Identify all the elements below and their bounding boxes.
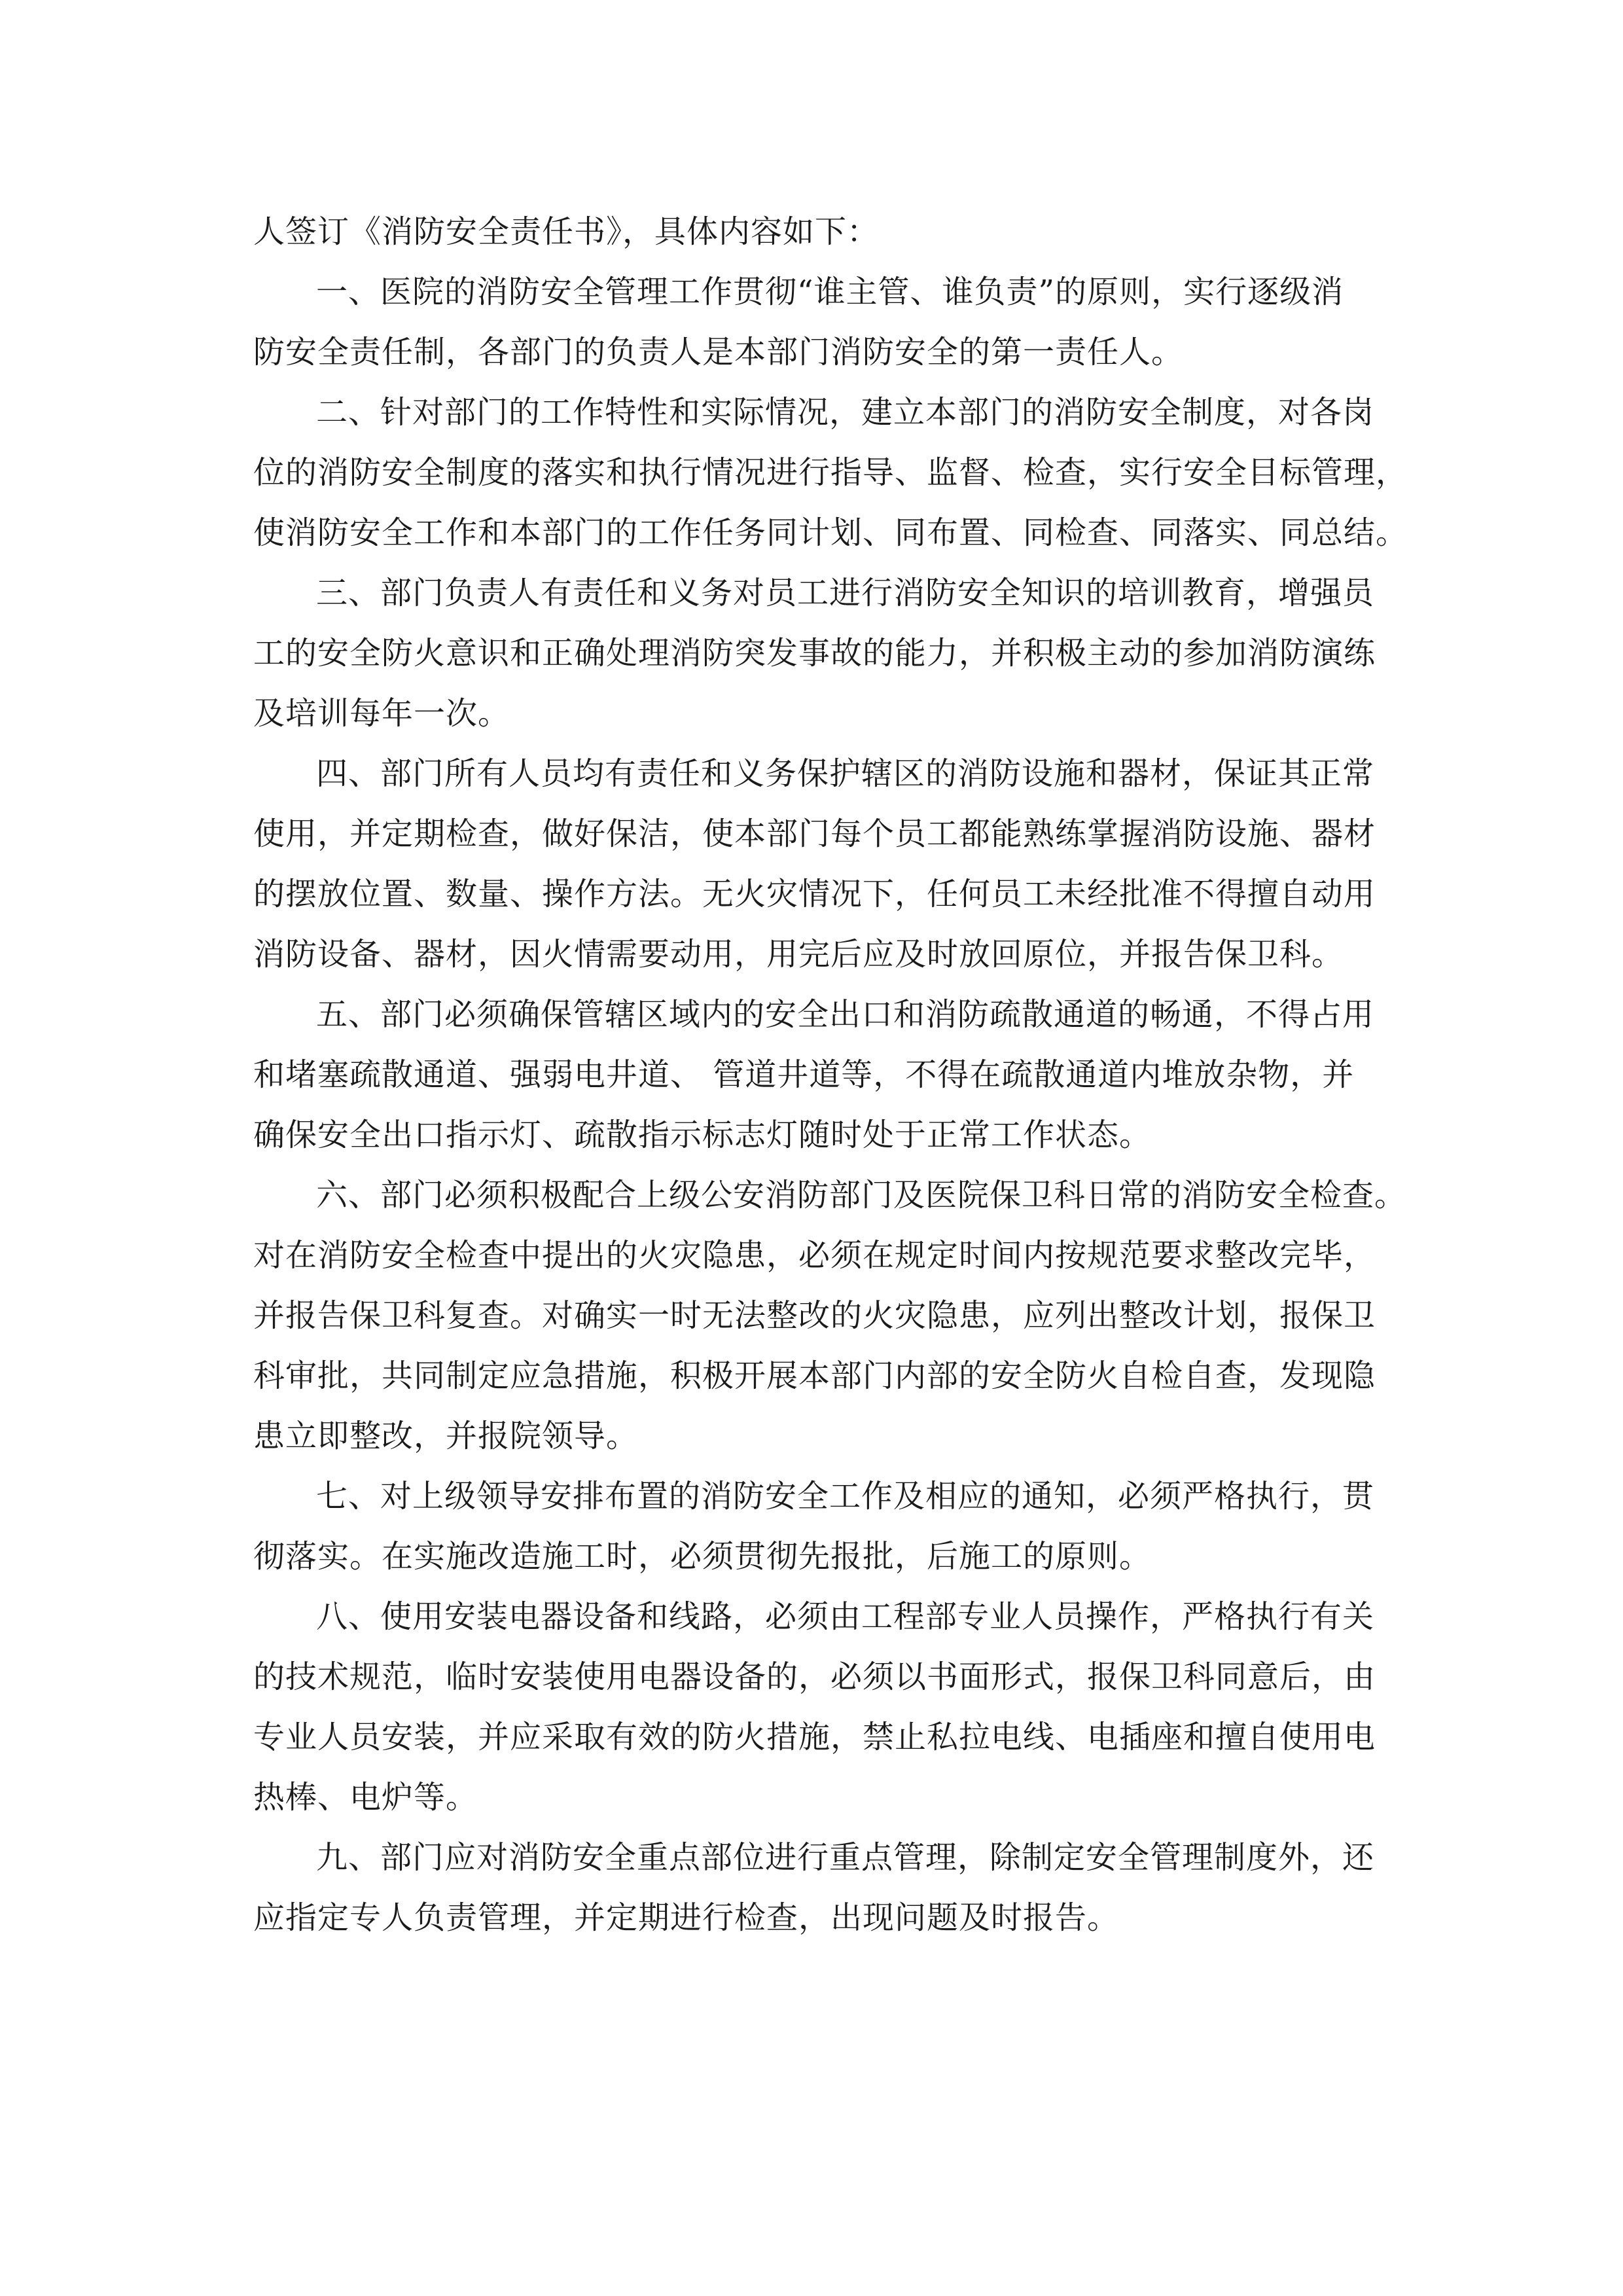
text-line: 二、针对部门的工作特性和实际情况，建立本部门的消防安全制度，对各岗 (316, 394, 1375, 431)
text-line: 的摆放位置、数量、操作方法。无火灾情况下，任何员工未经批准不得擅自动用 (253, 876, 1376, 912)
document-body (253, 202, 1408, 1948)
text-line: 和堵塞疏散通道、强弱电井道、 管道井道等，不得在疏散通道内堆放杂物，并 (253, 1056, 1355, 1093)
text-line: 使消防安全工作和本部门的工作任务同计划、同布置、同检查、同落实、同总结。 (253, 514, 1408, 551)
text-line: 应指定专人负责管理，并定期进行检查，出现问题及时报告。 (253, 1899, 1120, 1936)
text-line: 专业人员安装，并应采取有效的防火措施，禁止私拉电线、电插座和擅自使用电 (253, 1719, 1376, 1755)
text-line: 并报告保卫科复查。对确实一时无法整改的火灾隐患，应列出整改计划，报保卫 (253, 1297, 1376, 1334)
text-line: 彻落实。在实施改造施工时，必须贯彻先报批，后施工的原则。 (253, 1538, 1152, 1575)
text-line: 人签订《消防安全责任书》，具体内容如下： (253, 213, 880, 250)
text-line: 四、部门所有人员均有责任和义务保护辖区的消防设施和器材，保证其正常 (316, 755, 1375, 792)
text-line: 及培训每年一次。 (253, 695, 510, 732)
text-line: 科审批，共同制定应急措施，积极开展本部门内部的安全防火自检自查，发现隐 (253, 1357, 1376, 1394)
text-line: 的技术规范，临时安装使用电器设备的，必须以书面形式，报保卫科同意后，由 (253, 1659, 1376, 1695)
text-line: 患立即整改，并报院领导。 (253, 1418, 639, 1454)
text-line: 防安全责任制，各部门的负责人是本部门消防安全的第一责任人。 (253, 334, 1184, 370)
text-line: 位的消防安全制度的落实和执行情况进行指导、监督、检查，实行安全目标管理， (253, 454, 1408, 491)
text-line: 对在消防安全检查中提出的火灾隐患，必须在规定时间内按规范要求整改完毕， (253, 1237, 1376, 1274)
text-line: 三、部门负责人有责任和义务对员工进行消防安全知识的培训教育，增强员 (316, 575, 1375, 611)
text-line: 确保安全出口指示灯、疏散指示标志灯随时处于正常工作状态。 (253, 1117, 1152, 1153)
text-line: 七、对上级领导安排布置的消防安全工作及相应的通知，必须严格执行，贯 (316, 1478, 1375, 1515)
text-line: 消防设备、器材，因火情需要动用，用完后应及时放回原位，并报告保卫科。 (253, 936, 1344, 973)
text-line: 一、医院的消防安全管理工作贯彻“谁主管、谁负责”的原则，实行逐级消 (316, 274, 1344, 310)
text-line: 工的安全防火意识和正确处理消防突发事故的能力，并积极主动的参加消防演练 (253, 635, 1376, 672)
text-line: 五、部门必须确保管辖区域内的安全出口和消防疏散通道的畅通，不得占用 (316, 996, 1375, 1033)
text-line: 九、部门应对消防安全重点部位进行重点管理，除制定安全管理制度外，还 (316, 1839, 1375, 1876)
text-line: 使用，并定期检查，做好保洁，使本部门每个员工都能熟练掌握消防设施、器材 (253, 816, 1376, 852)
text-line: 热棒、电炉等。 (253, 1779, 478, 1816)
text-line: 八、使用安装电器设备和线路，必须由工程部专业人员操作，严格执行有关 (316, 1598, 1375, 1635)
text-line: 六、部门必须积极配合上级公安消防部门及医院保卫科日常的消防安全检查。 (316, 1177, 1407, 1213)
